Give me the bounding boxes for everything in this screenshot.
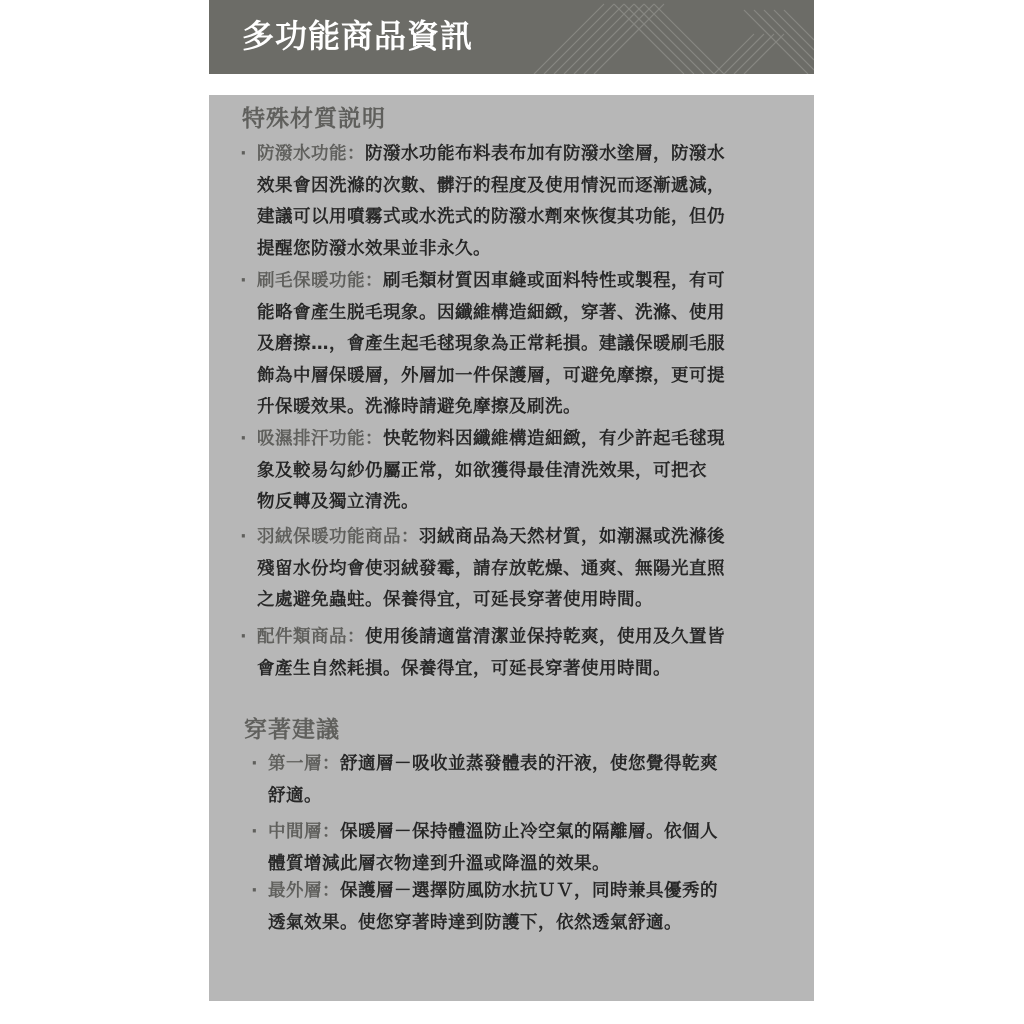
item-line: 會產生自然耗損。保養得宜，可延長穿著使用時間。 [257,658,671,679]
page-header [209,0,814,74]
section-title-materials: 特殊材質説明 [242,106,386,132]
wearing-item-mid-layer [251,817,718,880]
section-title-wearing: 穿著建議 [244,717,340,743]
item-line: 及磨擦…，會產生起毛毬現象為正常耗損。建議保暖刷毛服 [257,334,725,354]
header-decoration-pattern [514,0,814,74]
bullet: · [251,881,259,901]
item-line: 飾為中層保暖層，外層加一件保護層，可避免摩擦，更可提 [257,365,725,386]
item-label: 第一層： [268,754,340,774]
material-item-fleece [240,266,725,424]
item-label: 中間層： [268,822,340,842]
item-label: 最外層： [268,881,340,901]
item-line: 能略會產生脱毛現象。因纖維構造細緻，穿著、洗滌、使用 [257,302,725,323]
material-item-down [240,522,725,617]
item-line: 舒適。 [268,785,322,806]
item-label: 刷毛保暖功能： [257,271,383,291]
item-line: 第一層：舒適層－吸收並蒸發體表的汗液，使您覺得乾爽 [268,754,718,774]
item-label: 羽絨保暖功能商品： [257,527,419,547]
material-item-moisture-wicking [240,424,725,519]
item-line: 最外層：保護層－選擇防風防水抗ＵＶ，同時兼具優秀的 [268,881,718,901]
material-item-water-repellent [240,139,725,265]
wearing-item-base-layer [251,749,718,812]
item-line: 體質增減此層衣物達到升溫或降溫的效果。 [268,853,610,874]
item-line: 提醒您防潑水效果並非永久。 [257,238,491,259]
material-item-accessories [240,622,725,685]
item-line: 象及較易勾紗仍屬正常，如欲獲得最佳清洗效果，可把衣 [257,460,707,481]
bullet: · [251,822,259,842]
item-label: 防潑水功能： [257,144,365,164]
item-line: 中間層：保暖層－保持體溫防止冷空氣的隔離層。依個人 [268,822,718,842]
item-line: 升保暖效果。洗滌時請避免摩擦及刷洗。 [257,397,581,417]
item-line: 吸濕排汗功能：快乾物料因纖維構造細緻，有少許起毛毬現 [257,429,725,449]
item-line: 效果會因洗滌的次數、髒汙的程度及使用情況而逐漸遞減， [257,175,725,196]
item-line: 羽絨保暖功能商品：羽絨商品為天然材質，如潮濕或洗滌後 [257,527,725,547]
bullet: · [240,627,248,647]
bullet: · [240,144,248,164]
bullet: · [240,271,248,291]
item-line: 物反轉及獨立清洗。 [257,492,419,512]
item-label: 吸濕排汗功能： [257,429,383,449]
item-label: 配件類商品： [257,627,365,647]
page-title: 多功能商品資訊 [242,17,474,55]
item-line: 建議可以用噴霧式或水洗式的防潑水劑來恢復其功能，但仍 [257,207,725,227]
item-line: 配件類商品：使用後請適當清潔並保持乾爽，使用及久置皆 [257,627,725,647]
item-line: 刷毛保暖功能：刷毛類材質因車縫或面料特性或製程，有可 [257,271,725,291]
bullet: · [240,429,248,449]
item-line: 防潑水功能：防潑水功能布料表布加有防潑水塗層，防潑水 [257,144,725,164]
item-line: 透氣效果。使您穿著時達到防護下，依然透氣舒適。 [268,912,682,933]
bullet: · [251,754,259,774]
item-line: 之處避免蟲蛀。保養得宜，可延長穿著使用時間。 [257,590,653,610]
item-line: 殘留水份均會使羽絨發霉，請存放乾燥、通爽、無陽光直照 [257,558,725,579]
bullet: · [240,527,248,547]
wearing-item-outer-layer [251,876,718,939]
